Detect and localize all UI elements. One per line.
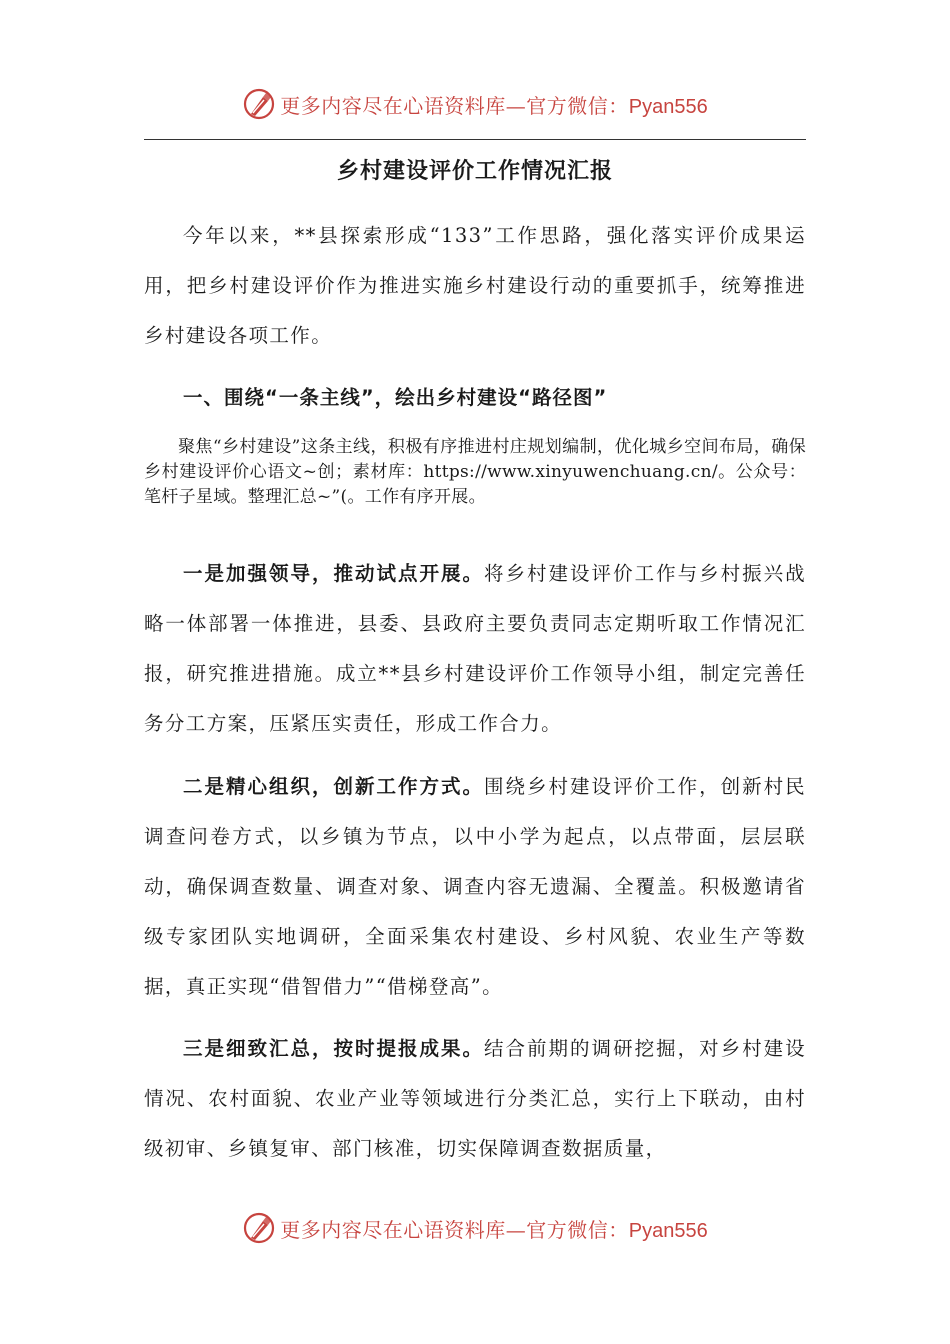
banner-text: 更多内容尽在心语资料库—官方微信：Pyan556 bbox=[280, 93, 708, 118]
item-1-body: 将乡村建设评价工作与乡村振兴战略一体部署一体推进，县委、县政府主要负责同志定期听取工作情况汇报，研究推进措施。成立**县乡村建设评价工作领导小组，制定完善任务分工方案，压紧压实责任，形成工作合力。 bbox=[144, 562, 806, 735]
footer-banner bbox=[0, 1208, 950, 1248]
item-3-body: 结合前期的调研挖掘，对乡村建设情况、农村面貌、农业产业等领域进行分类汇总，实行上下联动，由村级初审、乡镇复审、部门核准，切实保障调查数据质量， bbox=[144, 1037, 806, 1160]
pen-nib-logo-icon bbox=[242, 87, 276, 121]
document-title: 乡村建设评价工作情况汇报 bbox=[336, 159, 613, 184]
item-3-paragraph bbox=[144, 1024, 806, 1174]
header-banner bbox=[0, 84, 950, 124]
section-heading-1: 一、围绕“一条主线”，绘出乡村建设“路径图” bbox=[183, 386, 608, 409]
item-3-lead: 三是细致汇总，按时提报成果。 bbox=[183, 1037, 485, 1060]
pen-nib-logo-icon bbox=[242, 1211, 276, 1245]
wechat-id: Pyan556 bbox=[628, 1219, 708, 1242]
banner-text: 更多内容尽在心语资料库—官方微信：Pyan556 bbox=[280, 1217, 708, 1242]
item-1-lead: 一是加强领导，推动试点开展。 bbox=[183, 562, 485, 585]
intro-paragraph: 今年以来，**县探索形成“133”工作思路，强化落实评价成果运用，把乡村建设评价作为推进实施乡村建设行动的重要抓手，统筹推进乡村建设各项工作。 bbox=[144, 224, 806, 347]
item-2-lead: 二是精心组织，创新工作方式。 bbox=[183, 775, 485, 798]
wechat-id: Pyan556 bbox=[628, 95, 708, 118]
item-1-paragraph bbox=[144, 549, 806, 749]
section-1-paragraph: 聚焦“乡村建设”这条主线，积极有序推进村庄规划编制，优化城乡空间布局，确保乡村建设评价心语文~创；素材库：https://www.xinyuwenchuang.cn/。公众号：笔杆子星域。整理汇总~”(。工作有序开展。 bbox=[144, 437, 806, 507]
item-2-paragraph bbox=[144, 762, 806, 1012]
header-divider bbox=[144, 139, 806, 140]
item-2-body: 围绕乡村建设评价工作，创新村民调查问卷方式，以乡镇为节点，以中小学为起点，以点带面，层层联动，确保调查数量、调查对象、调查内容无遗漏、全覆盖。积极邀请省级专家团队实地调研，全面采集农村建设、乡村风貌、农业生产等数据，真正实现“借智借力”“借梯登高”。 bbox=[144, 775, 806, 998]
